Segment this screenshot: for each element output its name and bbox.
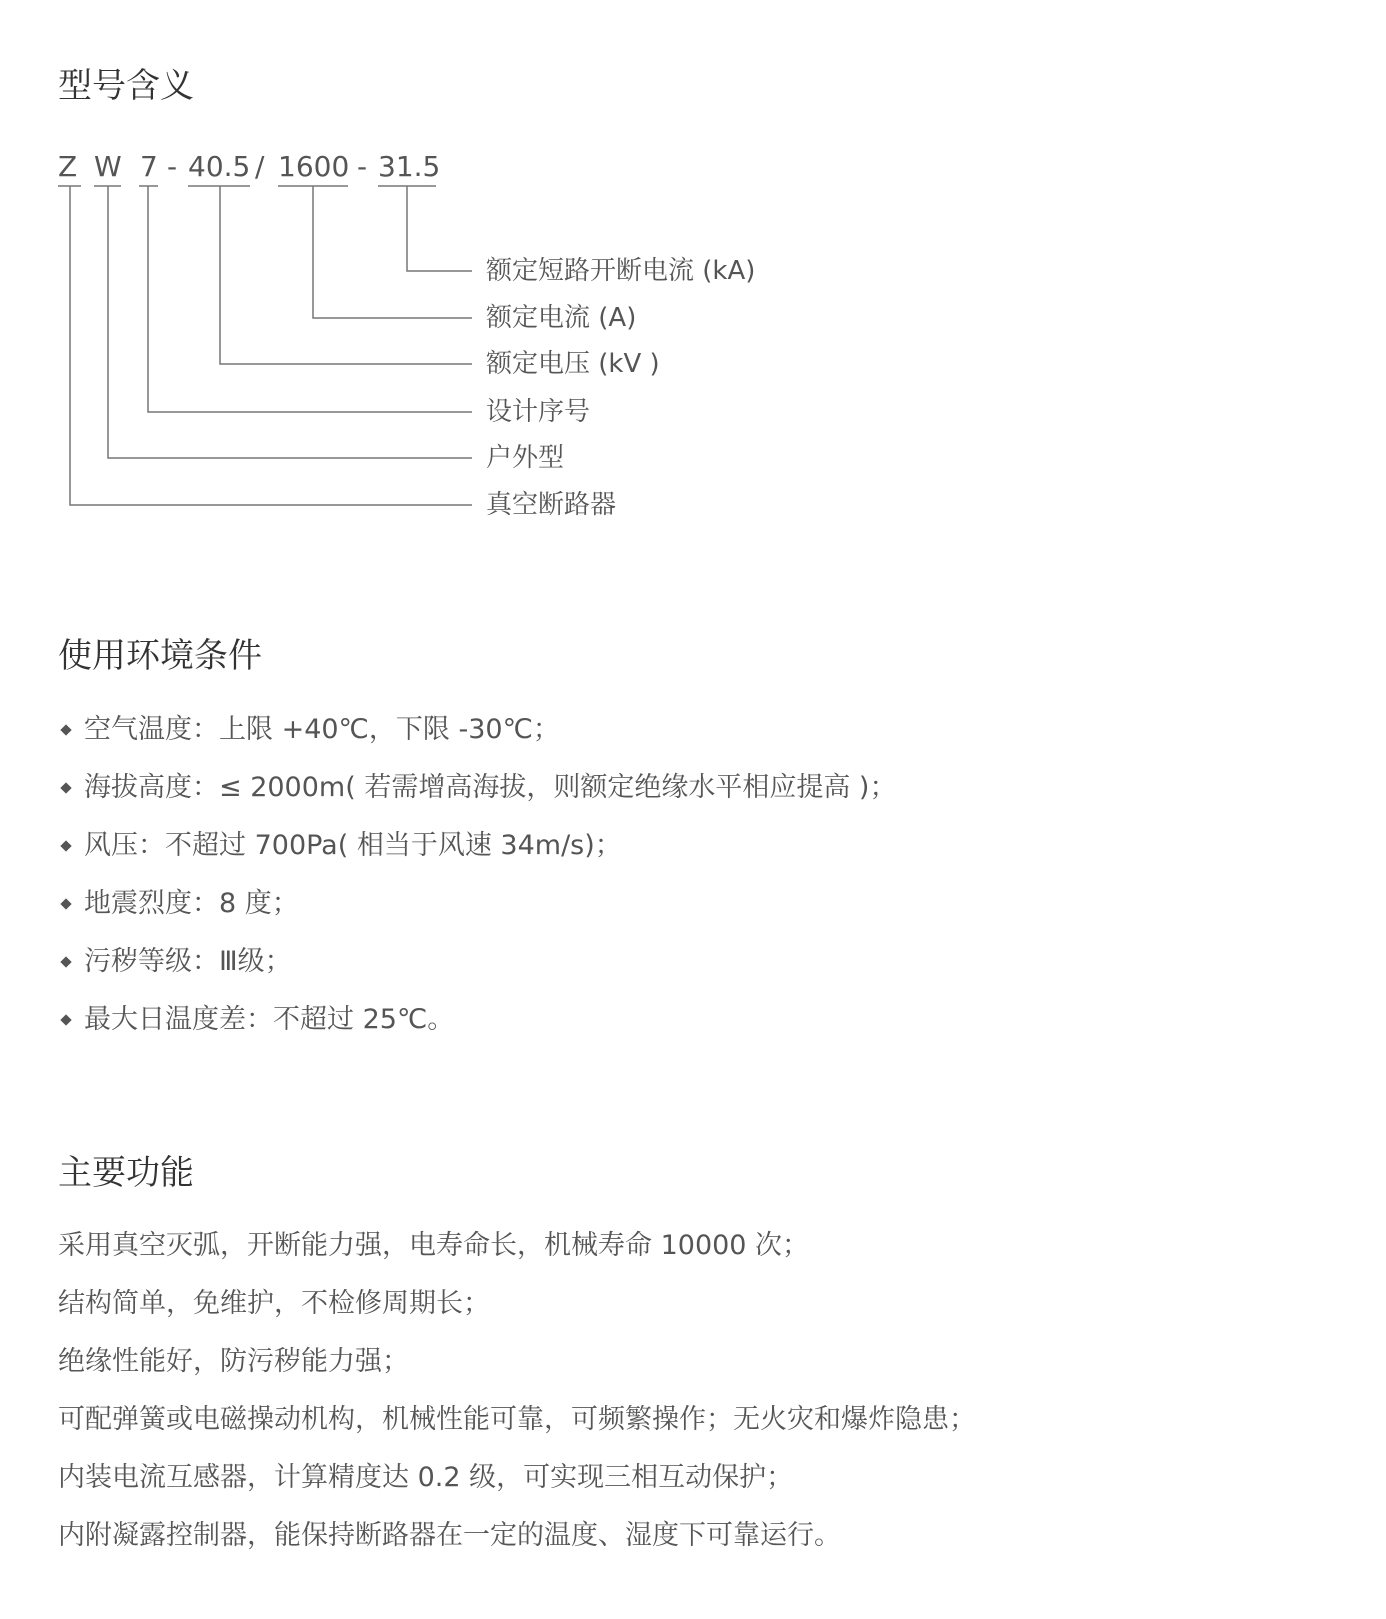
code-letter-w: W — [94, 150, 122, 183]
environment-item-text: 空气温度：上限 +40℃，下限 -30℃； — [84, 714, 560, 745]
code-breaking-current: 31.5 — [378, 150, 441, 183]
code-rated-voltage: 40.5 — [188, 150, 251, 183]
environment-list — [58, 712, 896, 1060]
environment-item-text: 最大日温度差：不超过 25℃。 — [84, 1004, 455, 1035]
diamond-bullet-icon — [60, 782, 71, 793]
list-item — [58, 886, 896, 944]
connector-vacuum-breaker — [70, 186, 472, 505]
connector-rated-current — [313, 186, 472, 318]
connector-design-number — [148, 186, 472, 412]
label-rated-voltage: 额定电压 (kV ) — [486, 349, 660, 379]
list-item — [58, 1002, 896, 1060]
list-item: 采用真空灭弧，开断能力强，电寿命长，机械寿命 10000 次； — [58, 1230, 810, 1261]
list-item: 内附凝露控制器，能保持断路器在一定的温度、湿度下可靠运行。 — [58, 1520, 841, 1551]
functions-list — [58, 1228, 976, 1576]
code-letter-z: Z — [58, 150, 78, 183]
environment-item-text: 污秽等级：Ⅲ级； — [84, 946, 292, 977]
connector-breaking-current — [407, 186, 472, 271]
model-meaning-title: 型号含义 — [58, 66, 194, 106]
list-item: 内装电流互感器，计算精度达 0.2 级，可实现三相互动保护； — [58, 1462, 794, 1493]
list-item: 绝缘性能好，防污秽能力强； — [58, 1346, 409, 1377]
label-vacuum-breaker: 真空断路器 — [486, 490, 617, 520]
code-slash: / — [255, 150, 265, 183]
list-item — [58, 828, 896, 886]
environment-item-text: 海拔高度：≤ 2000m( 若需增高海拔，则额定绝缘水平相应提高 )； — [84, 772, 897, 803]
label-breaking-current: 额定短路开断电流 (kA) — [486, 256, 756, 286]
environment-title: 使用环境条件 — [58, 636, 262, 676]
diamond-bullet-icon — [60, 840, 71, 851]
diamond-bullet-icon — [60, 898, 71, 909]
code-design-number: 7 — [140, 150, 158, 183]
list-item: 结构简单，免维护，不检修周期长； — [58, 1288, 490, 1319]
label-outdoor: 户外型 — [486, 443, 565, 473]
code-rated-current: 1600 — [278, 150, 350, 183]
environment-item-text: 风压：不超过 700Pa( 相当于风速 34m/s)； — [84, 830, 622, 861]
label-design-number: 设计序号 — [486, 397, 591, 427]
list-item — [58, 712, 896, 770]
code-separator: - — [167, 150, 178, 183]
environment-item-text: 地震烈度：8 度； — [84, 888, 299, 919]
diamond-bullet-icon — [60, 956, 71, 967]
connector-rated-voltage — [220, 186, 472, 364]
diamond-bullet-icon — [60, 724, 71, 735]
label-rated-current: 额定电流 (A) — [486, 303, 637, 333]
code-separator: - — [357, 150, 368, 183]
functions-title: 主要功能 — [58, 1153, 194, 1193]
diamond-bullet-icon — [60, 1014, 71, 1025]
list-item — [58, 770, 896, 828]
connector-outdoor — [108, 186, 472, 458]
list-item: 可配弹簧或电磁操动机构，机械性能可靠，可频繁操作；无火灾和爆炸隐患； — [58, 1404, 976, 1435]
list-item — [58, 944, 896, 1002]
